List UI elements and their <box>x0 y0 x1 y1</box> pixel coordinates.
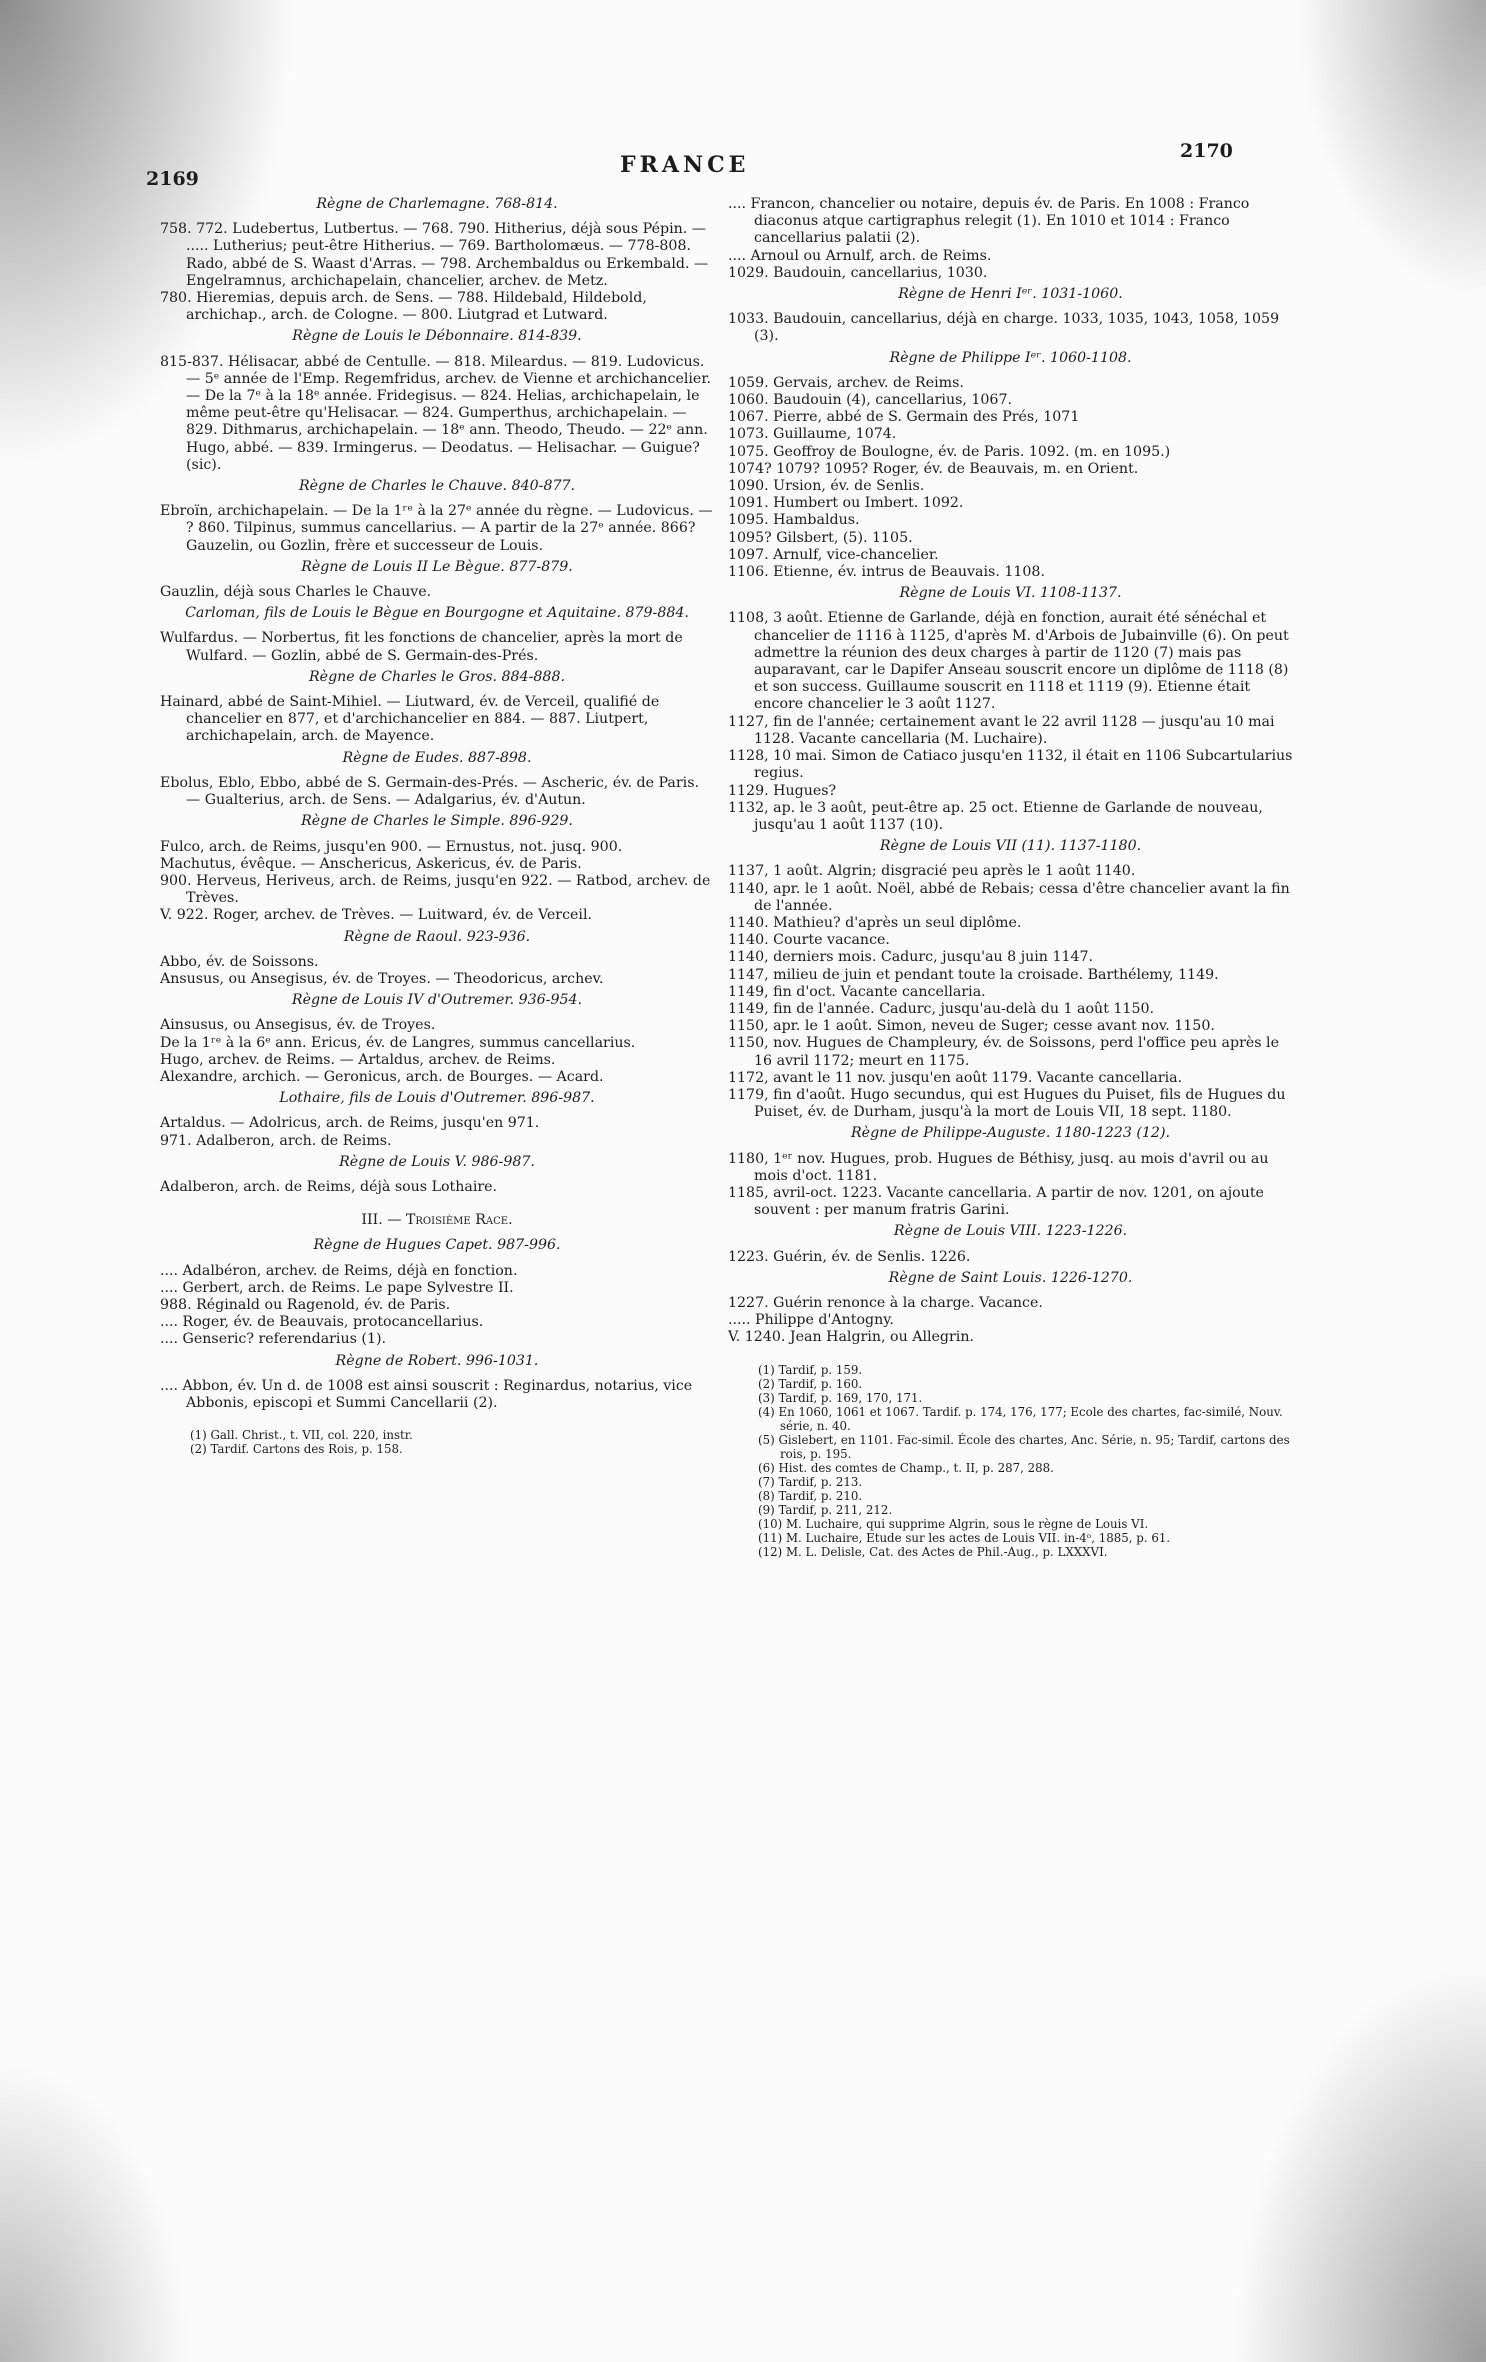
entry-line: Machutus, évêque. — Anschericus, Askericus, év. de Paris. <box>160 855 582 872</box>
reign-section <box>160 196 714 324</box>
entry-line: Fulco, arch. de Reims, jusqu'en 900. — Ernustus, not. jusq. 900. <box>160 838 623 855</box>
entry-line: Alexandre, archich. — Geronicus, arch. de Bourges. — Acard. <box>160 1068 604 1085</box>
entry-line: 1223. Guérin, év. de Senlis. 1226. <box>728 1248 971 1265</box>
footnote: (1) Tardif, p. 159. <box>758 1362 863 1377</box>
reign-heading: Règne de Louis VII (11). 1137-1180. <box>879 838 1142 855</box>
entry-line: Adalberon, arch. de Reims, déjà sous Lothaire. <box>160 1178 498 1195</box>
reign-heading: Règne de Raoul. 923-936. <box>343 928 531 945</box>
entry-line: 1149, fin d'oct. Vacante cancellaria. <box>728 983 986 1000</box>
entry-line: Hainard, abbé de Saint-Mihiel. — Liutward, év. de Verceil, qualifié de chancelier en 877, et d'archichancelier en 884. — 887. Liutpert, archichapelain, arch. de Mayence. <box>160 694 660 745</box>
entry-line: 1029. Baudouin, cancellarius, 1030. <box>728 264 988 281</box>
entry-line: 815-837. Hélisacar, abbé de Centulle. — 818. Mileardus. — 819. Ludovicus. — 5ᵉ année de l'Emp. Regemfridus, archev. de Vienne et archichancelier. — De la 7ᵉ à la 18ᵉ année. Fridegisus. — 824. Helias, archichapelain, le même peut-être qu'Helisacar. — 824. Gumperthus, archichapelain. — 829. Dithmarus, archichapelain. — 18ᵉ ann. Theodo, Theudo. — 22ᵉ ann. Hugo, abbé. — 839. Irmingerus. — Deodatus. — Helisachar. — Guigue? (sic). <box>160 353 712 473</box>
right-column <box>728 196 1293 1559</box>
footnotes <box>728 1363 1293 1559</box>
footnote: (8) Tardif, p. 210. <box>758 1488 863 1503</box>
footnote: (4) En 1060, 1061 et 1067. Tardif. p. 174, 176, 177; Ecole des chartes, fac-similé, Nouv. série, n. 40. <box>758 1404 1283 1433</box>
reign-heading: Règne de Louis VI. 1108-1137. <box>899 585 1122 602</box>
entry-line: .... Gerbert, arch. de Reims. Le pape Sylvestre II. <box>160 1279 514 1296</box>
entry-line: 1150, apr. le 1 août. Simon, neveu de Suger; cesse avant nov. 1150. <box>728 1018 1215 1035</box>
entry-line: 1091. Humbert ou Imbert. 1092. <box>728 495 964 512</box>
reign-section <box>728 1223 1293 1265</box>
reign-heading: Carloman, fils de Louis le Bègue en Bourgogne et Aquitaine. 879-884. <box>185 605 689 622</box>
reign-section <box>160 813 714 924</box>
entry-line: 1060. Baudouin (4), cancellarius, 1067. <box>728 392 1012 409</box>
reign-heading: Règne de Philippe Iᵉʳ. 1060-1108. <box>889 349 1132 366</box>
entry-line: Ebroïn, archichapelain. — De la 1ʳᵉ à la 27ᵉ année du règne. — Ludovicus. — ? 860. Tilpinus, summus cancellarius. — A partir de la 27ᵉ année. 866? Gauzelin, ou Gozlin, frère et successeur de Louis. <box>160 503 713 554</box>
entry-line: De la 1ʳᵉ à la 6ᵉ ann. Ericus, év. de Langres, summus cancellarius. <box>160 1034 636 1051</box>
reign-section <box>160 992 714 1086</box>
reign-heading: Règne de Charles le Simple. 896-929. <box>301 813 573 830</box>
footnote: (7) Tardif, p. 213. <box>758 1474 863 1489</box>
reign-section <box>728 585 1293 834</box>
entry-line: Artaldus. — Adolricus, arch. de Reims, jusqu'en 971. <box>160 1115 540 1132</box>
entry-line: 1074? 1079? 1095? Roger, év. de Beauvais, m. en Orient. <box>728 460 1139 477</box>
left-column <box>160 196 714 1456</box>
entry-line: 1147, milieu de juin et pendant toute la croisade. Barthélemy, 1149. <box>728 966 1219 983</box>
entry-line: .... Abbon, év. Un d. de 1008 est ainsi souscrit : Reginardus, notarius, vice Abbonis, episcopi et Summi Cancellarii (2). <box>160 1377 693 1411</box>
footnote: (2) Tardif. Cartons des Rois, p. 158. <box>190 1442 403 1457</box>
entry-line: Hugo, archev. de Reims. — Artaldus, archev. de Reims. <box>160 1051 556 1068</box>
footnote: (1) Gall. Christ., t. VII, col. 220, instr. <box>190 1428 413 1443</box>
footnote: (6) Hist. des comtes de Champ., t. II, p. 287, 288. <box>758 1460 1054 1475</box>
footnote: (5) Gislebert, en 1101. Fac-simil. École des chartes, Anc. Série, n. 95; Tardif, cartons des rois, p. 195. <box>758 1432 1290 1461</box>
entry-line: 1227. Guérin renonce à la charge. Vacance. <box>728 1294 1043 1311</box>
entry-line: Abbo, év. de Soissons. <box>160 953 319 970</box>
page-number-right: 2170 <box>1180 140 1233 162</box>
reign-heading: Règne de Charles le Chauve. 840-877. <box>298 478 576 495</box>
reign-heading: Règne de Louis VIII. 1223-1226. <box>893 1223 1128 1240</box>
page-number-left: 2169 <box>146 168 199 190</box>
entry-line: 1172, avant le 11 nov. jusqu'en août 1179. Vacante cancellaria. <box>728 1069 1183 1086</box>
reign-heading: Règne de Charlemagne. 768-814. <box>316 196 558 212</box>
reign-heading: Règne de Charles le Gros. 884-888. <box>308 668 565 685</box>
entry-line: Ebolus, Eblo, Ebbo, abbé de S. Germain-des-Prés. — Ascheric, év. de Paris. — Gualterius, arch. de Sens. — Adalgarius, év. d'Autun. <box>160 774 699 809</box>
reign-heading: Règne de Louis V. 986-987. <box>339 1153 535 1170</box>
entry-line: 1185, avril-oct. 1223. Vacante cancellaria. A partir de nov. 1201, on ajoute souvent : per manum fratris Garini. <box>728 1184 1264 1219</box>
reign-section <box>160 669 714 746</box>
entry-line: .... Arnoul ou Arnulf, arch. de Reims. <box>728 247 992 264</box>
entry-line: Gauzlin, déjà sous Charles le Chauve. <box>160 584 432 601</box>
entry-line: ..... Philippe d'Antogny. <box>728 1312 894 1329</box>
entry-line: V. 1240. Jean Halgrin, ou Allegrin. <box>728 1329 974 1346</box>
reign-section <box>160 929 714 989</box>
reign-section <box>160 750 714 810</box>
running-head: FRANCE <box>620 152 750 178</box>
reign-section <box>160 1353 714 1413</box>
entry-line: 971. Adalberon, arch. de Reims. <box>160 1132 392 1149</box>
entry-line: 1127, fin de l'année; certainement avant le 22 avril 1128 — jusqu'au 10 mai 1128. Vacante cancellaria (M. Luchaire). <box>728 713 1275 747</box>
reign-heading: Règne de Louis le Débonnaire. 814-839. <box>292 328 582 345</box>
reign-heading: Lothaire, fils de Louis d'Outremer. 896-987. <box>279 1090 595 1107</box>
entry-line: 1075. Geoffroy de Boulogne, év. de Paris. 1092. (m. en 1095.) <box>728 443 1171 460</box>
reign-section <box>728 196 1293 282</box>
reign-section <box>160 478 714 555</box>
reign-section <box>160 1237 714 1348</box>
entry-line: 1140. Mathieu? d'après un seul diplôme. <box>728 914 1022 931</box>
reign-section <box>160 1212 714 1229</box>
entry-line: .... Roger, év. de Beauvais, protocancellarius. <box>160 1314 484 1331</box>
entry-line: 1132, ap. le 3 août, peut-être ap. 25 oct. Etienne de Garlande de nouveau, jusqu'au 1 août 1137 (10). <box>728 799 1263 833</box>
entry-line: 1140, apr. le 1 août. Noël, abbé de Rebais; cessa d'être chancelier avant la fin de l'année. <box>728 880 1290 914</box>
reign-section <box>160 1154 714 1196</box>
entry-line: 780. Hieremias, depuis arch. de Sens. — 788. Hildebald, Hildebold, archichap., arch. de Cologne. — 800. Liutgrad et Lutward. <box>160 290 647 324</box>
footnote: (9) Tardif, p. 211, 212. <box>758 1502 893 1517</box>
reign-heading: Règne de Louis IV d'Outremer. 936-954. <box>291 992 583 1009</box>
entry-line: 1179, fin d'août. Hugo secundus, qui est Hugues du Puiset, fils de Hugues du Puiset, év. de Durham, jusqu'à la mort de Louis VII, 18 sept. 1180. <box>728 1086 1286 1121</box>
entry-line: 1149, fin de l'année. Cadurc, jusqu'au-delà du 1 août 1150. <box>728 1000 1155 1017</box>
reign-heading: Règne de Henri Iᵉʳ. 1031-1060. <box>898 286 1123 303</box>
entry-line: .... Francon, chancelier ou notaire, depuis év. de Paris. En 1008 : Franco diaconus atque cartigraphus relegit (1). En 1010 et 1014 : Franco cancellarius palatii (2). <box>728 196 1250 247</box>
entry-line: V. 922. Roger, archev. de Trèves. — Luitward, év. de Verceil. <box>160 907 592 924</box>
entry-line: 1073. Guillaume, 1074. <box>728 426 897 443</box>
entry-line: .... Adalbéron, archev. de Reims, déjà en fonction. <box>160 1262 518 1279</box>
reign-heading: Règne de Hugues Capet. 987-996. <box>313 1237 561 1254</box>
entry-line: 900. Herveus, Heriveus, arch. de Reims, jusqu'en 922. — Ratbod, archev. de Trèves. <box>160 872 711 907</box>
entry-line: 758. 772. Ludebertus, Lutbertus. — 768. 790. Hitherius, déjà sous Pépin. — ..... Lutherius; peut-être Hitherius. — 769. Bartholomæus. — 778-808. Rado, abbé de S. Waast d'Arras. — 798. Archembaldus ou Erkembald. — Engelramnus, archichapelain, chancelier, archev. de Metz. <box>160 221 709 289</box>
footnote: (11) M. Luchaire, Etude sur les actes de Louis VII. in-4ᵒ, 1885, p. 61. <box>758 1530 1171 1545</box>
reign-heading: Règne de Philippe-Auguste. 1180-1223 (12). <box>851 1125 1170 1142</box>
entry-line: 1128, 10 mai. Simon de Catiaco jusqu'en 1132, il était en 1106 Subcartularius regius. <box>728 748 1293 782</box>
entry-line: 1097. Arnulf, vice-chancelier. <box>728 546 939 563</box>
reign-section <box>728 350 1293 582</box>
entry-line: 1090. Ursion, év. de Senlis. <box>728 478 925 495</box>
entry-line: Ainsusus, ou Ansegisus, év. de Troyes. <box>160 1017 436 1034</box>
reign-heading: Règne de Louis II Le Bègue. 877-879. <box>301 558 573 575</box>
entry-line: 1059. Gervais, archev. de Reims. <box>728 374 964 391</box>
footnote: (10) M. Luchaire, qui supprime Algrin, sous le règne de Louis VI. <box>758 1516 1149 1531</box>
reign-section <box>160 559 714 601</box>
entry-line: Ansusus, ou Ansegisus, év. de Troyes. — Theodoricus, archev. <box>160 970 604 987</box>
section-title: III. — Troisième Race. <box>361 1212 513 1229</box>
reign-heading: Règne de Robert. 996-1031. <box>335 1352 539 1369</box>
entry-line: 1140, derniers mois. Cadurc, jusqu'au 8 juin 1147. <box>728 949 1094 966</box>
reign-section <box>160 1090 714 1150</box>
reign-section <box>728 1125 1293 1219</box>
entry-line: 1137, 1 août. Algrin; disgracié peu après le 1 août 1140. <box>728 863 1136 880</box>
entry-line: 988. Réginald ou Ragenold, év. de Paris. <box>160 1296 451 1313</box>
entry-line: 1108, 3 août. Etienne de Garlande, déjà en fonction, aurait été sénéchal et chancelier de 1116 à 1125, d'après M. d'Arbois de Jubainville (6). On peut admettre la réunion des deux charges à partir de 1120 (7) mais pas auparavant, car le Dapifer Anseau souscrit encore un diplôme de 1118 (8) et son success. Guillaume souscrit en 1118 et 1119 (9). Etienne était encore chancelier le 3 août 1127. <box>728 610 1289 713</box>
entry-line: 1150, nov. Hugues de Champleury, év. de Soissons, perd l'office peu après le 16 avril 1172; meurt en 1175. <box>728 1035 1279 1069</box>
footnote: (2) Tardif, p. 160. <box>758 1376 863 1391</box>
reign-section <box>728 1270 1293 1347</box>
entry-line: 1140. Courte vacance. <box>728 932 890 949</box>
footnotes <box>160 1428 714 1456</box>
entry-line: 1180, 1ᵉʳ nov. Hugues, prob. Hugues de Béthisy, jusq. au mois d'avril ou au mois d'oct. 1181. <box>728 1150 1269 1184</box>
reign-heading: Règne de Saint Louis. 1226-1270. <box>888 1269 1133 1286</box>
reign-section <box>160 328 714 474</box>
entry-line: 1095. Hambaldus. <box>728 512 860 529</box>
reign-section <box>728 838 1293 1121</box>
entry-line: 1129. Hugues? <box>728 782 837 799</box>
entry-line: 1106. Etienne, év. intrus de Beauvais. 1108. <box>728 564 1045 581</box>
footnote: (12) M. L. Delisle, Cat. des Actes de Phil.-Aug., p. LXXXVI. <box>758 1544 1108 1559</box>
footnote: (3) Tardif, p. 169, 170, 171. <box>758 1390 923 1405</box>
entry-line: .... Genseric? referendarius (1). <box>160 1331 387 1348</box>
entry-line: 1067. Pierre, abbé de S. Germain des Prés, 1071 <box>728 409 1080 426</box>
entry-line: Wulfardus. — Norbertus, fit les fonctions de chancelier, après la mort de Wulfard. — Gozlin, abbé de S. Germain-des-Prés. <box>160 630 683 664</box>
reign-section <box>160 605 714 665</box>
entry-line: 1033. Baudouin, cancellarius, déjà en charge. 1033, 1035, 1043, 1058, 1059 (3). <box>728 311 1280 345</box>
reign-heading: Règne de Eudes. 887-898. <box>342 749 532 766</box>
entry-line: 1095? Gilsbert, (5). 1105. <box>728 529 913 546</box>
reign-section <box>728 286 1293 346</box>
